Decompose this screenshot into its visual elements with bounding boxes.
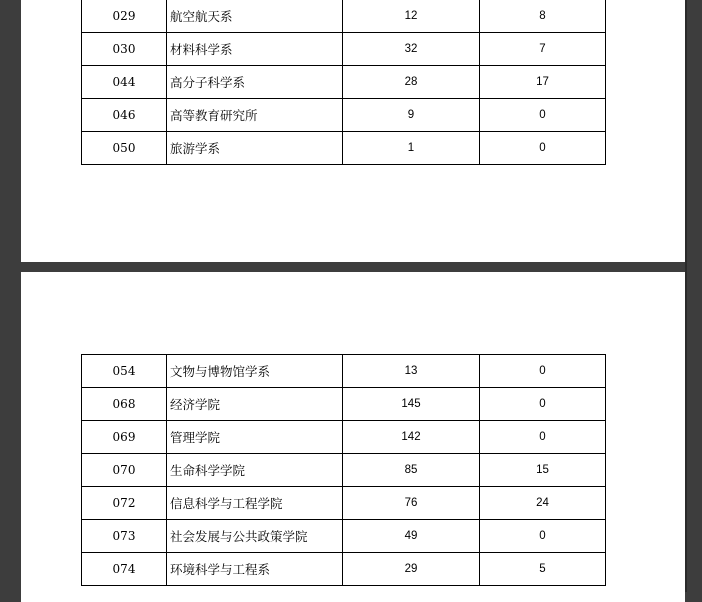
- table-row: [82, 66, 606, 99]
- count-col2-cell: 0: [480, 99, 606, 132]
- dept-code-cell: 030: [82, 33, 167, 66]
- table-row: [82, 487, 606, 520]
- viewer-scroll-shadow: [685, 0, 687, 592]
- count-col2-cell: 5: [480, 553, 606, 586]
- document-page-2: [21, 272, 685, 602]
- dept-code-cell: 044: [82, 66, 167, 99]
- dept-code-cell: 050: [82, 132, 167, 165]
- count-col1-cell: 9: [343, 99, 480, 132]
- dept-code-cell: 070: [82, 454, 167, 487]
- count-col1-cell: 28: [343, 66, 480, 99]
- dept-name-cell: 管理学院: [167, 421, 343, 454]
- count-col1-cell: 29: [343, 553, 480, 586]
- table-row: [82, 421, 606, 454]
- count-col2-cell: 17: [480, 66, 606, 99]
- dept-name-cell: 生命科学学院: [167, 454, 343, 487]
- count-col1-cell: 49: [343, 520, 480, 553]
- count-col1-cell: 32: [343, 33, 480, 66]
- count-col2-cell: 0: [480, 421, 606, 454]
- count-col2-cell: 0: [480, 388, 606, 421]
- dept-code-cell: 072: [82, 487, 167, 520]
- dept-code-cell: 046: [82, 99, 167, 132]
- table-row: [82, 33, 606, 66]
- count-col1-cell: 85: [343, 454, 480, 487]
- dept-name-cell: 文物与博物馆学系: [167, 355, 343, 388]
- table-row: [82, 0, 606, 33]
- count-col1-cell: 142: [343, 421, 480, 454]
- dept-code-cell: 069: [82, 421, 167, 454]
- dept-name-cell: 航空航天系: [167, 0, 343, 33]
- table-row: [82, 553, 606, 586]
- table-row: [82, 132, 606, 165]
- dept-name-cell: 旅游学系: [167, 132, 343, 165]
- count-col1-cell: 13: [343, 355, 480, 388]
- count-col2-cell: 15: [480, 454, 606, 487]
- dept-name-cell: 环境科学与工程系: [167, 553, 343, 586]
- table-row: [82, 99, 606, 132]
- document-page-1: [21, 0, 685, 262]
- count-col1-cell: 76: [343, 487, 480, 520]
- count-col2-cell: 8: [480, 0, 606, 33]
- data-table-page-2: [81, 354, 606, 586]
- dept-code-cell: 073: [82, 520, 167, 553]
- count-col2-cell: 0: [480, 132, 606, 165]
- dept-code-cell: 054: [82, 355, 167, 388]
- count-col2-cell: 24: [480, 487, 606, 520]
- table-row: [82, 355, 606, 388]
- count-col2-cell: 0: [480, 355, 606, 388]
- dept-name-cell: 信息科学与工程学院: [167, 487, 343, 520]
- count-col1-cell: 145: [343, 388, 480, 421]
- table-row: [82, 388, 606, 421]
- data-table-page-1: [81, 0, 606, 165]
- table-row: [82, 520, 606, 553]
- count-col2-cell: 0: [480, 520, 606, 553]
- dept-name-cell: 材料科学系: [167, 33, 343, 66]
- dept-name-cell: 高等教育研究所: [167, 99, 343, 132]
- dept-code-cell: 074: [82, 553, 167, 586]
- dept-name-cell: 社会发展与公共政策学院: [167, 520, 343, 553]
- count-col2-cell: 7: [480, 33, 606, 66]
- dept-name-cell: 经济学院: [167, 388, 343, 421]
- count-col1-cell: 1: [343, 132, 480, 165]
- dept-name-cell: 高分子科学系: [167, 66, 343, 99]
- table-row: [82, 454, 606, 487]
- dept-code-cell: 029: [82, 0, 167, 33]
- count-col1-cell: 12: [343, 0, 480, 33]
- dept-code-cell: 068: [82, 388, 167, 421]
